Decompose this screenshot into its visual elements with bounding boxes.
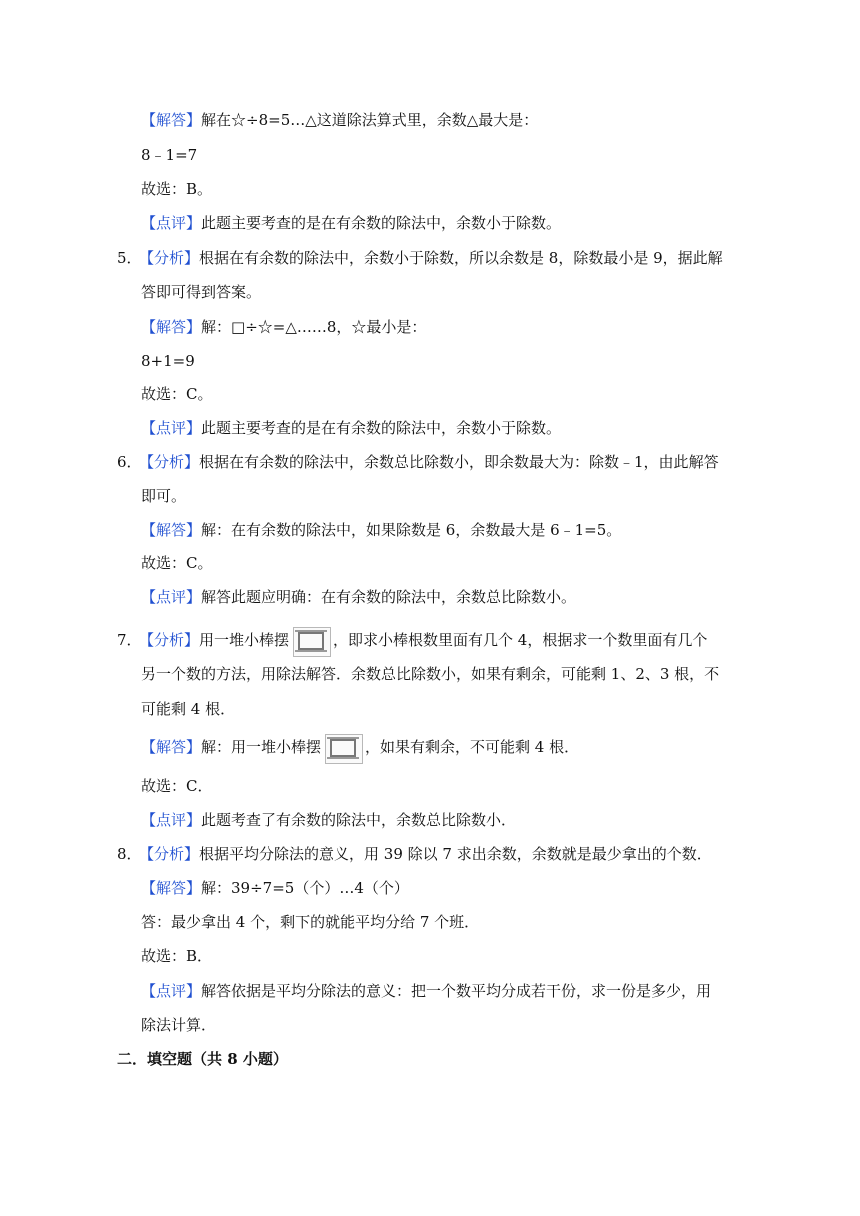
answer-line [141, 878, 409, 898]
comment-tag: 【点评】 [141, 588, 202, 606]
comment-text: 此题考查了有余数的除法中，余数总比除数小． [201, 811, 517, 829]
comment-tag: 【点评】 [141, 811, 202, 829]
answer-tag: 【解答】 [141, 521, 202, 539]
answer-line [141, 732, 579, 762]
comment-line [141, 587, 576, 607]
question-7-analysis [117, 625, 707, 655]
answer-tag: 【解答】 [141, 738, 202, 756]
analysis-continuation: 另一个数的方法，用除法解答．余数总比除数小，如果有剩余，可能剩 1、2、3 根，不 [141, 665, 720, 683]
question-6-analysis [117, 452, 719, 472]
analysis-text: 根据在有余数的除法中，余数总比除数小，即余数最大为：除数﹣1，由此解答 [199, 453, 719, 471]
choice: 故选：B。 [141, 180, 213, 198]
choice: 故选：C． [141, 777, 213, 795]
question-number: 7． [117, 631, 142, 649]
question-8-analysis [117, 844, 712, 864]
choice: 故选：B． [141, 947, 213, 965]
comment-text: 此题主要考查的是在有余数的除法中，余数小于除数。 [201, 419, 562, 437]
analysis-text: 根据平均分除法的意义，用 39 除以 7 求出余数，余数就是最少拿出的个数． [199, 845, 712, 863]
comment-line [141, 981, 711, 1001]
answer-text: 解：39÷7=5（个）…4（个） [201, 879, 409, 897]
analysis-tag: 【分析】 [139, 845, 200, 863]
answer-text-post: ，如果有剩余，不可能剩 4 根． [365, 738, 580, 756]
question-number: 6． [117, 453, 142, 471]
choice: 故选：C。 [141, 554, 213, 572]
reply-line: 答：最少拿出 4 个，剩下的就能平均分给 7 个班． [141, 913, 480, 931]
analysis-continuation: 可能剩 4 根． [141, 700, 236, 718]
question-number: 5． [117, 249, 142, 267]
answer-text: 解：□÷☆=△……8，☆最小是： [201, 318, 427, 336]
comment-tag: 【点评】 [141, 982, 202, 1000]
comment-line [141, 810, 516, 830]
analysis-text: 根据在有余数的除法中，余数小于除数，所以余数是 8，除数最小是 9，据此解 [199, 249, 723, 267]
stick-figure-image [324, 733, 362, 763]
comment-tag: 【点评】 [141, 214, 202, 232]
answer-line [141, 520, 621, 540]
answer-line [141, 317, 426, 337]
calculation: 8﹣1=7 [141, 146, 198, 164]
comment-text: 解答依据是平均分除法的意义：把一个数平均分成若干份，求一份是多少，用 [201, 982, 712, 1000]
answer-text: 解：在有余数的除法中，如果除数是 6，余数最大是 6﹣1=5。 [201, 521, 622, 539]
calculation: 8+1=9 [141, 352, 195, 370]
comment-line [141, 213, 561, 233]
comment-line [141, 418, 561, 438]
stick-figure-image [292, 626, 330, 656]
question-number: 8． [117, 845, 142, 863]
analysis-tag: 【分析】 [139, 249, 200, 267]
answer-text-pre: 解：用一堆小棒摆 [201, 738, 322, 756]
answer-tag: 【解答】 [141, 318, 202, 336]
comment-tag: 【点评】 [141, 419, 202, 437]
analysis-continuation: 即可。 [141, 487, 187, 505]
analysis-tag: 【分析】 [139, 631, 200, 649]
comment-continuation: 除法计算． [141, 1016, 217, 1034]
analysis-text-post: ，即求小棒根数里面有几个 4，根据求一个数里面有几个 [333, 631, 708, 649]
answer-tag: 【解答】 [141, 111, 202, 129]
answer-line [141, 110, 538, 130]
analysis-tag: 【分析】 [139, 453, 200, 471]
section-title: 二．填空题（共 8 小题） [117, 1050, 288, 1068]
choice: 故选：C。 [141, 385, 213, 403]
comment-text: 此题主要考查的是在有余数的除法中，余数小于除数。 [201, 214, 562, 232]
answer-text: 解在☆÷8=5…△这道除法算式里，余数△最大是： [201, 111, 539, 129]
comment-text: 解答此题应明确：在有余数的除法中，余数总比除数小。 [201, 588, 577, 606]
question-5-analysis [117, 248, 723, 268]
answer-tag: 【解答】 [141, 879, 202, 897]
analysis-text-pre: 用一堆小棒摆 [199, 631, 290, 649]
analysis-continuation: 答即可得到答案。 [141, 283, 262, 301]
